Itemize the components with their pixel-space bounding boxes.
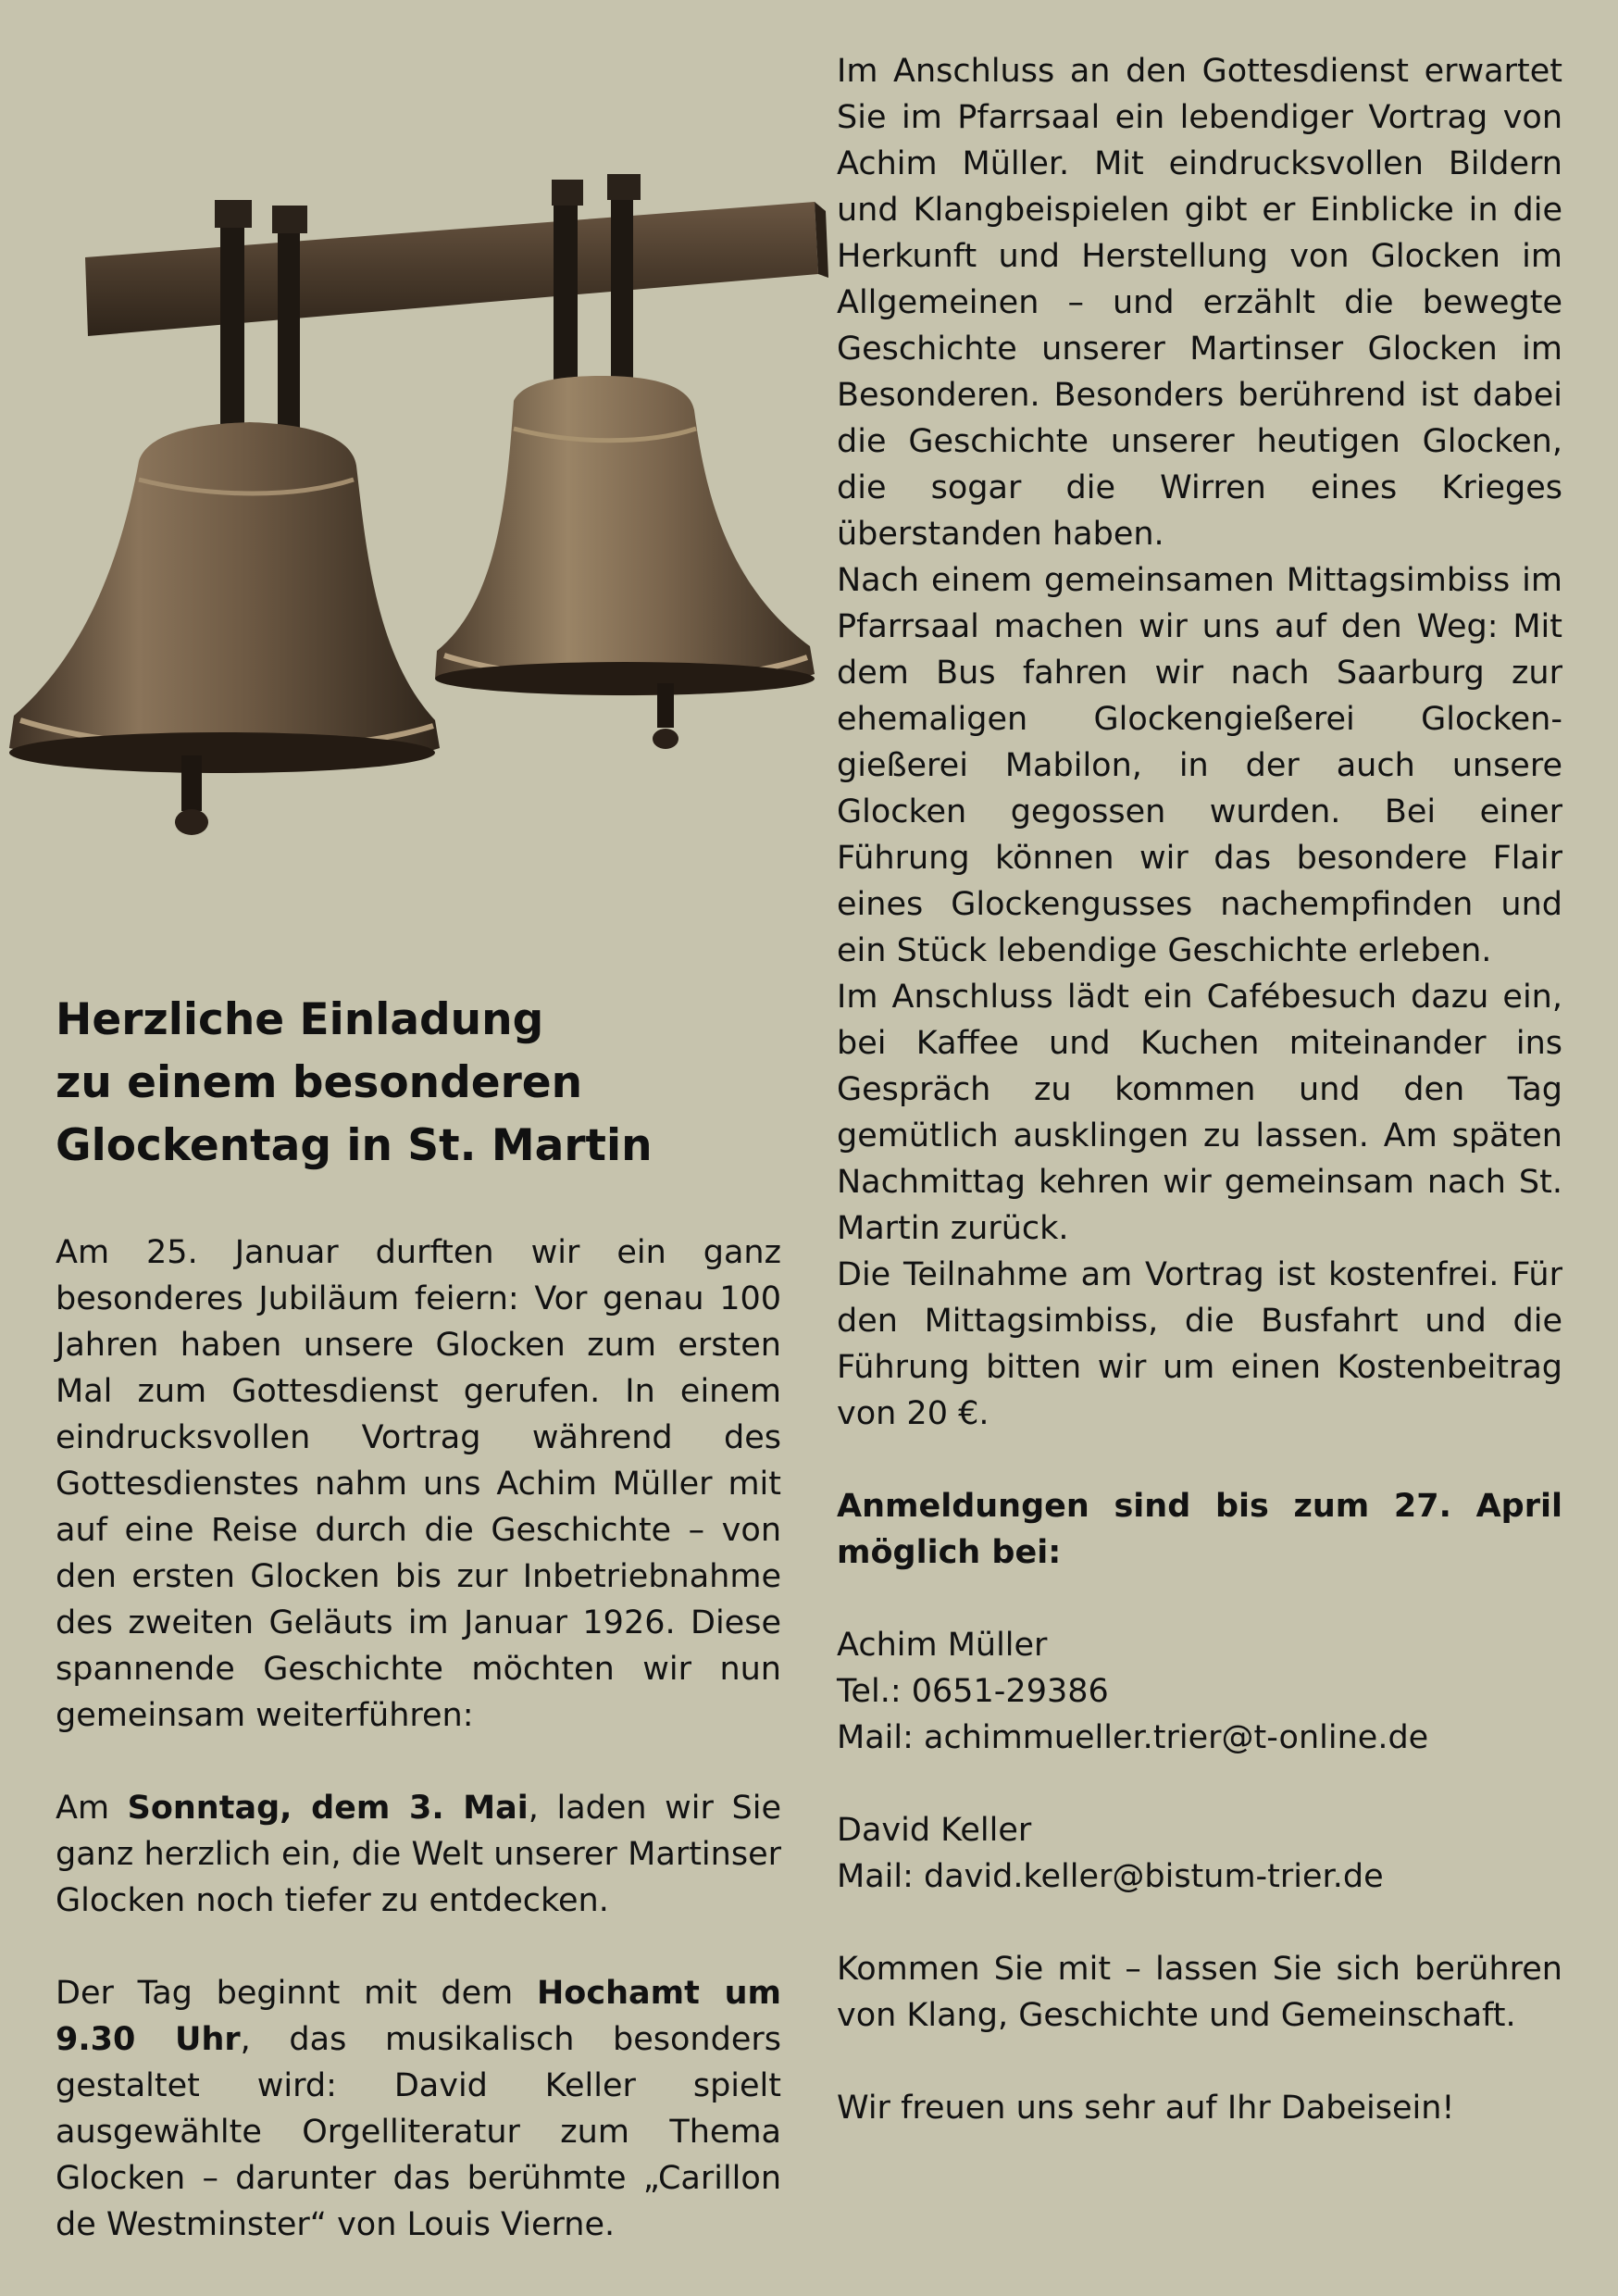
left-column (56, 1229, 781, 2248)
title-line-3: Glockentag in St. Martin (56, 1120, 653, 1171)
closing-paragraph: Kommen Sie mit – lassen Sie sich berühren von Klang, Geschichte und Gemeinschaft. (837, 1951, 1562, 2034)
title-line-2: zu einem besonderen (56, 1057, 583, 1108)
program-text-a: Der Tag beginnt mit dem (56, 1975, 537, 2012)
mass-time: Hochamt um 9.30 Uhr (56, 1975, 781, 2058)
title-line-1: Herzliche Einladung (56, 994, 544, 1045)
lecture-paragraph: Im Anschluss an den Gottesdienst erwartet Sie im Pfarrsaal ein lebendiger Vortrag von Achim Müller. Mit eindrucksvollen Bildern und Klangbeispielen gibt er Einblicke in die Herkunft und Herstellung von Glocken im Allgemeinen – und erzählt die bewegte Geschichte unserer Martinser Glocken im Besonderen. Besonders berührend ist dabei die Geschichte unserer heutigen Glocken, die sogar die Wirren eines Krieges überstanden haben. (837, 53, 1562, 553)
bells-image (0, 174, 833, 887)
invitation-paragraph (56, 1785, 781, 1924)
cost-paragraph: Die Teilnahme am Vortrag ist kostenfrei. Für den Mittagsimbiss, die Busfahrt und die Führung bitten wir um einen Kostenbeitrag von 20 €. (837, 1256, 1562, 1432)
right-bell (435, 376, 815, 695)
page-title (56, 989, 759, 1178)
closing-line: Wir freuen uns sehr auf Ihr Dabeisein! (837, 2090, 1455, 2127)
invitation-text-a: Am (56, 1790, 128, 1827)
program-text-b: , das musikalisch besonders gestaltet wird: David Keller spielt ausgewählte Orgelliteratur zum Thema Glocken – darunter das berühmte „Carillon de Westminster“ von Louis Vierne. (56, 2021, 781, 2243)
event-date: Sonntag, dem 3. Mai (127, 1790, 529, 1827)
excursion-paragraph: Nach einem gemeinsamen Mittagsimbiss im Pfarrsaal machen wir uns auf den Weg: Mit dem Bus fahren wir nach Saarburg zur ehemaligen Glockengießerei Glockengießerei Mabilon, in der auch unsere Glocken gegossen wurden. Bei einer Führung können wir das besondere Flair eines Glockengusses nachempfinden und ein Stück lebendige Geschichte erleben. (837, 562, 1562, 969)
right-column (837, 48, 1562, 2131)
program-paragraph (56, 1970, 781, 2248)
registration-text: Anmeldungen sind bis zum 27. April möglich bei: (837, 1488, 1562, 1571)
cafe-paragraph: Im Anschluss lädt ein Cafébesuch dazu ein, bei Kaffee und Kuchen miteinander ins Gespräch zu kommen und den Tag gemütlich ausklingen zu lassen. Am späten Nachmittag kehren wir gemeinsam nach St. Martin zurück. (837, 979, 1562, 1247)
contact-1-phone: Tel.: 0651-29386 (837, 1673, 1109, 1710)
contact-1-name: Achim Müller (837, 1627, 1048, 1664)
intro-paragraph: Am 25. Januar durften wir ein ganz besonderes Jubiläum feiern: Vor genau 100 Jahren haben unsere Glocken zum ersten Mal zum Gottesdienst gerufen. In einem eindrucksvollen Vortrag während des Gottesdienstes nahm uns Achim Müller mit auf eine Reise durch die Geschichte – von den ersten Glocken bis zur Inbetriebnahme des zweiten Geläuts im Januar 1926. Diese spannende Geschichte möchten wir nun gemeinsam weiterführen: (56, 1234, 781, 1734)
contact-1-email: Mail: achimmueller.trier@t-online.de (837, 1719, 1429, 1756)
contact-2-name: David Keller (837, 1812, 1032, 1849)
left-bell (9, 422, 440, 769)
registration-heading (837, 1483, 1562, 1576)
wooden-beam (85, 202, 818, 336)
invitation-text-b: , laden wir Sie ganz herzlich ein, die Welt unserer Martinser Glocken noch tiefer zu entdecken. (56, 1790, 781, 1919)
contact-2-email: Mail: david.keller@bistum-trier.de (837, 1858, 1384, 1895)
